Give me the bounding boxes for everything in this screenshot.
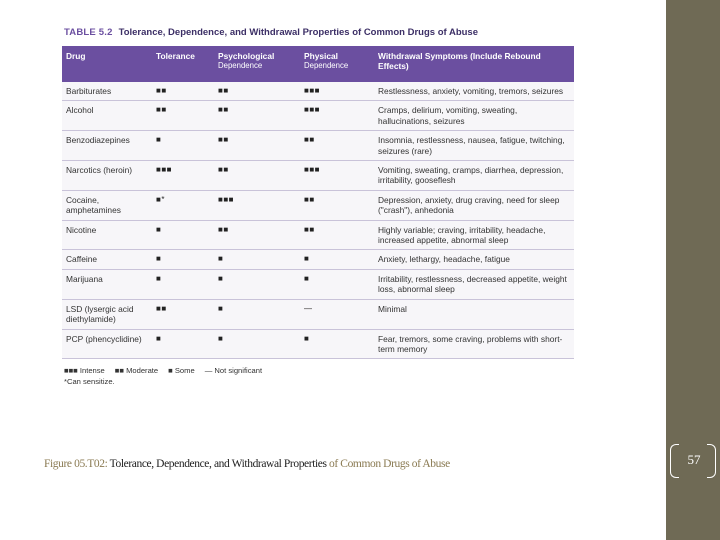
physical-cell: ■■ xyxy=(300,131,374,161)
withdrawal-cell: Restlessness, anxiety, vomiting, tremors, seizures xyxy=(374,82,574,101)
page-number xyxy=(668,444,720,478)
physical-cell: ■■ xyxy=(300,220,374,250)
withdrawal-cell: Depression, anxiety, drug craving, need for sleep ("crash"), anhedonia xyxy=(374,190,574,220)
header-psych-line1: Psychological xyxy=(218,51,275,61)
caption-prefix: Figure 05.T02: xyxy=(44,458,110,470)
physical-cell: ■■■ xyxy=(300,161,374,191)
table-title xyxy=(60,20,576,46)
legend-some: ■ Some xyxy=(168,366,195,376)
header-physical xyxy=(300,46,374,82)
table-row xyxy=(62,101,574,131)
table-row xyxy=(62,190,574,220)
legend-footnote: *Can sensitize. xyxy=(64,377,115,387)
table-row xyxy=(62,269,574,299)
caption-suffix: of Common Drugs of Abuse xyxy=(326,458,450,470)
table-legend xyxy=(64,365,576,387)
withdrawal-cell: Insomnia, restlessness, nausea, fatigue, twitching, seizures (rare) xyxy=(374,131,574,161)
header-phys-line1: Physical xyxy=(304,51,338,61)
drug-cell: Caffeine xyxy=(62,250,152,269)
drug-cell: Narcotics (heroin) xyxy=(62,161,152,191)
figure-caption xyxy=(44,458,644,470)
withdrawal-cell: Anxiety, lethargy, headache, fatigue xyxy=(374,250,574,269)
tolerance-cell: ■ xyxy=(152,131,214,161)
legend-moderate: ■■ Moderate xyxy=(114,366,159,376)
tolerance-cell: ■ xyxy=(152,250,214,269)
physical-cell: ■■■ xyxy=(300,82,374,101)
page-number-text: 57 xyxy=(687,452,701,467)
physical-cell: — xyxy=(300,299,374,329)
psychological-cell: ■ xyxy=(214,329,300,359)
table-row xyxy=(62,82,574,101)
table-row xyxy=(62,329,574,359)
drug-cell: LSD (lysergic acid diethylamide) xyxy=(62,299,152,329)
tolerance-cell: ■ xyxy=(152,269,214,299)
drug-cell: Benzodiazepines xyxy=(62,131,152,161)
header-psychological xyxy=(214,46,300,82)
psychological-cell: ■ xyxy=(214,250,300,269)
table-row xyxy=(62,161,574,191)
drug-cell: Nicotine xyxy=(62,220,152,250)
tolerance-cell: ■ xyxy=(152,329,214,359)
tolerance-cell: ■■ xyxy=(152,82,214,101)
physical-cell: ■ xyxy=(300,269,374,299)
withdrawal-cell: Vomiting, sweating, cramps, diarrhea, depression, irritability, gooseflesh xyxy=(374,161,574,191)
psychological-cell: ■ xyxy=(214,269,300,299)
physical-cell: ■■■ xyxy=(300,101,374,131)
tolerance-cell: ■■ xyxy=(152,101,214,131)
table-row xyxy=(62,299,574,329)
psychological-cell: ■■ xyxy=(214,101,300,131)
physical-cell: ■ xyxy=(300,329,374,359)
psychological-cell: ■■ xyxy=(214,161,300,191)
header-phys-line2: Dependence xyxy=(304,61,349,70)
header-psych-line2: Dependence xyxy=(218,61,263,70)
tolerance-cell: ■■ xyxy=(152,299,214,329)
withdrawal-cell: Irritability, restlessness, decreased appetite, weight loss, abnormal sleep xyxy=(374,269,574,299)
header-withdrawal: Withdrawal Symptoms (Include Rebound Effects) xyxy=(378,51,541,71)
table-tag: TABLE 5.2 xyxy=(64,27,113,38)
tolerance-cell: ■ xyxy=(152,220,214,250)
right-bracket-icon xyxy=(707,444,716,478)
withdrawal-cell: Highly variable; craving, irritability, headache, increased appetite, abnormal sleep xyxy=(374,220,574,250)
psychological-cell: ■■■ xyxy=(214,190,300,220)
drug-cell: PCP (phencyclidine) xyxy=(62,329,152,359)
header-drug: Drug xyxy=(66,51,86,61)
table-row xyxy=(62,220,574,250)
physical-cell: ■■ xyxy=(300,190,374,220)
table-title-text: Tolerance, Dependence, and Withdrawal Properties of Common Drugs of Abuse xyxy=(118,27,478,38)
psychological-cell: ■ xyxy=(214,299,300,329)
psychological-cell: ■■ xyxy=(214,82,300,101)
table-row xyxy=(62,250,574,269)
withdrawal-cell: Minimal xyxy=(374,299,574,329)
legend-intense: ■■■ Intense xyxy=(64,366,105,376)
drug-cell: Barbiturates xyxy=(62,82,152,101)
psychological-cell: ■■ xyxy=(214,131,300,161)
drug-properties-table xyxy=(62,46,574,359)
caption-highlight: Tolerance, Dependence, and Withdrawal Properties xyxy=(109,458,327,470)
tolerance-cell: ■■■ xyxy=(152,161,214,191)
physical-cell: ■ xyxy=(300,250,374,269)
table-row xyxy=(62,131,574,161)
tolerance-cell: ■* xyxy=(152,190,214,220)
drug-cell: Marijuana xyxy=(62,269,152,299)
header-tolerance: Tolerance xyxy=(156,51,195,61)
drug-cell: Cocaine, amphetamines xyxy=(62,190,152,220)
drug-cell: Alcohol xyxy=(62,101,152,131)
table-figure xyxy=(60,20,576,420)
withdrawal-cell: Cramps, delirium, vomiting, sweating, hallucinations, seizures xyxy=(374,101,574,131)
psychological-cell: ■■ xyxy=(214,220,300,250)
withdrawal-cell: Fear, tremors, some craving, problems with short-term memory xyxy=(374,329,574,359)
table-header-row xyxy=(62,46,574,82)
legend-not-significant: — Not significant xyxy=(204,366,263,376)
